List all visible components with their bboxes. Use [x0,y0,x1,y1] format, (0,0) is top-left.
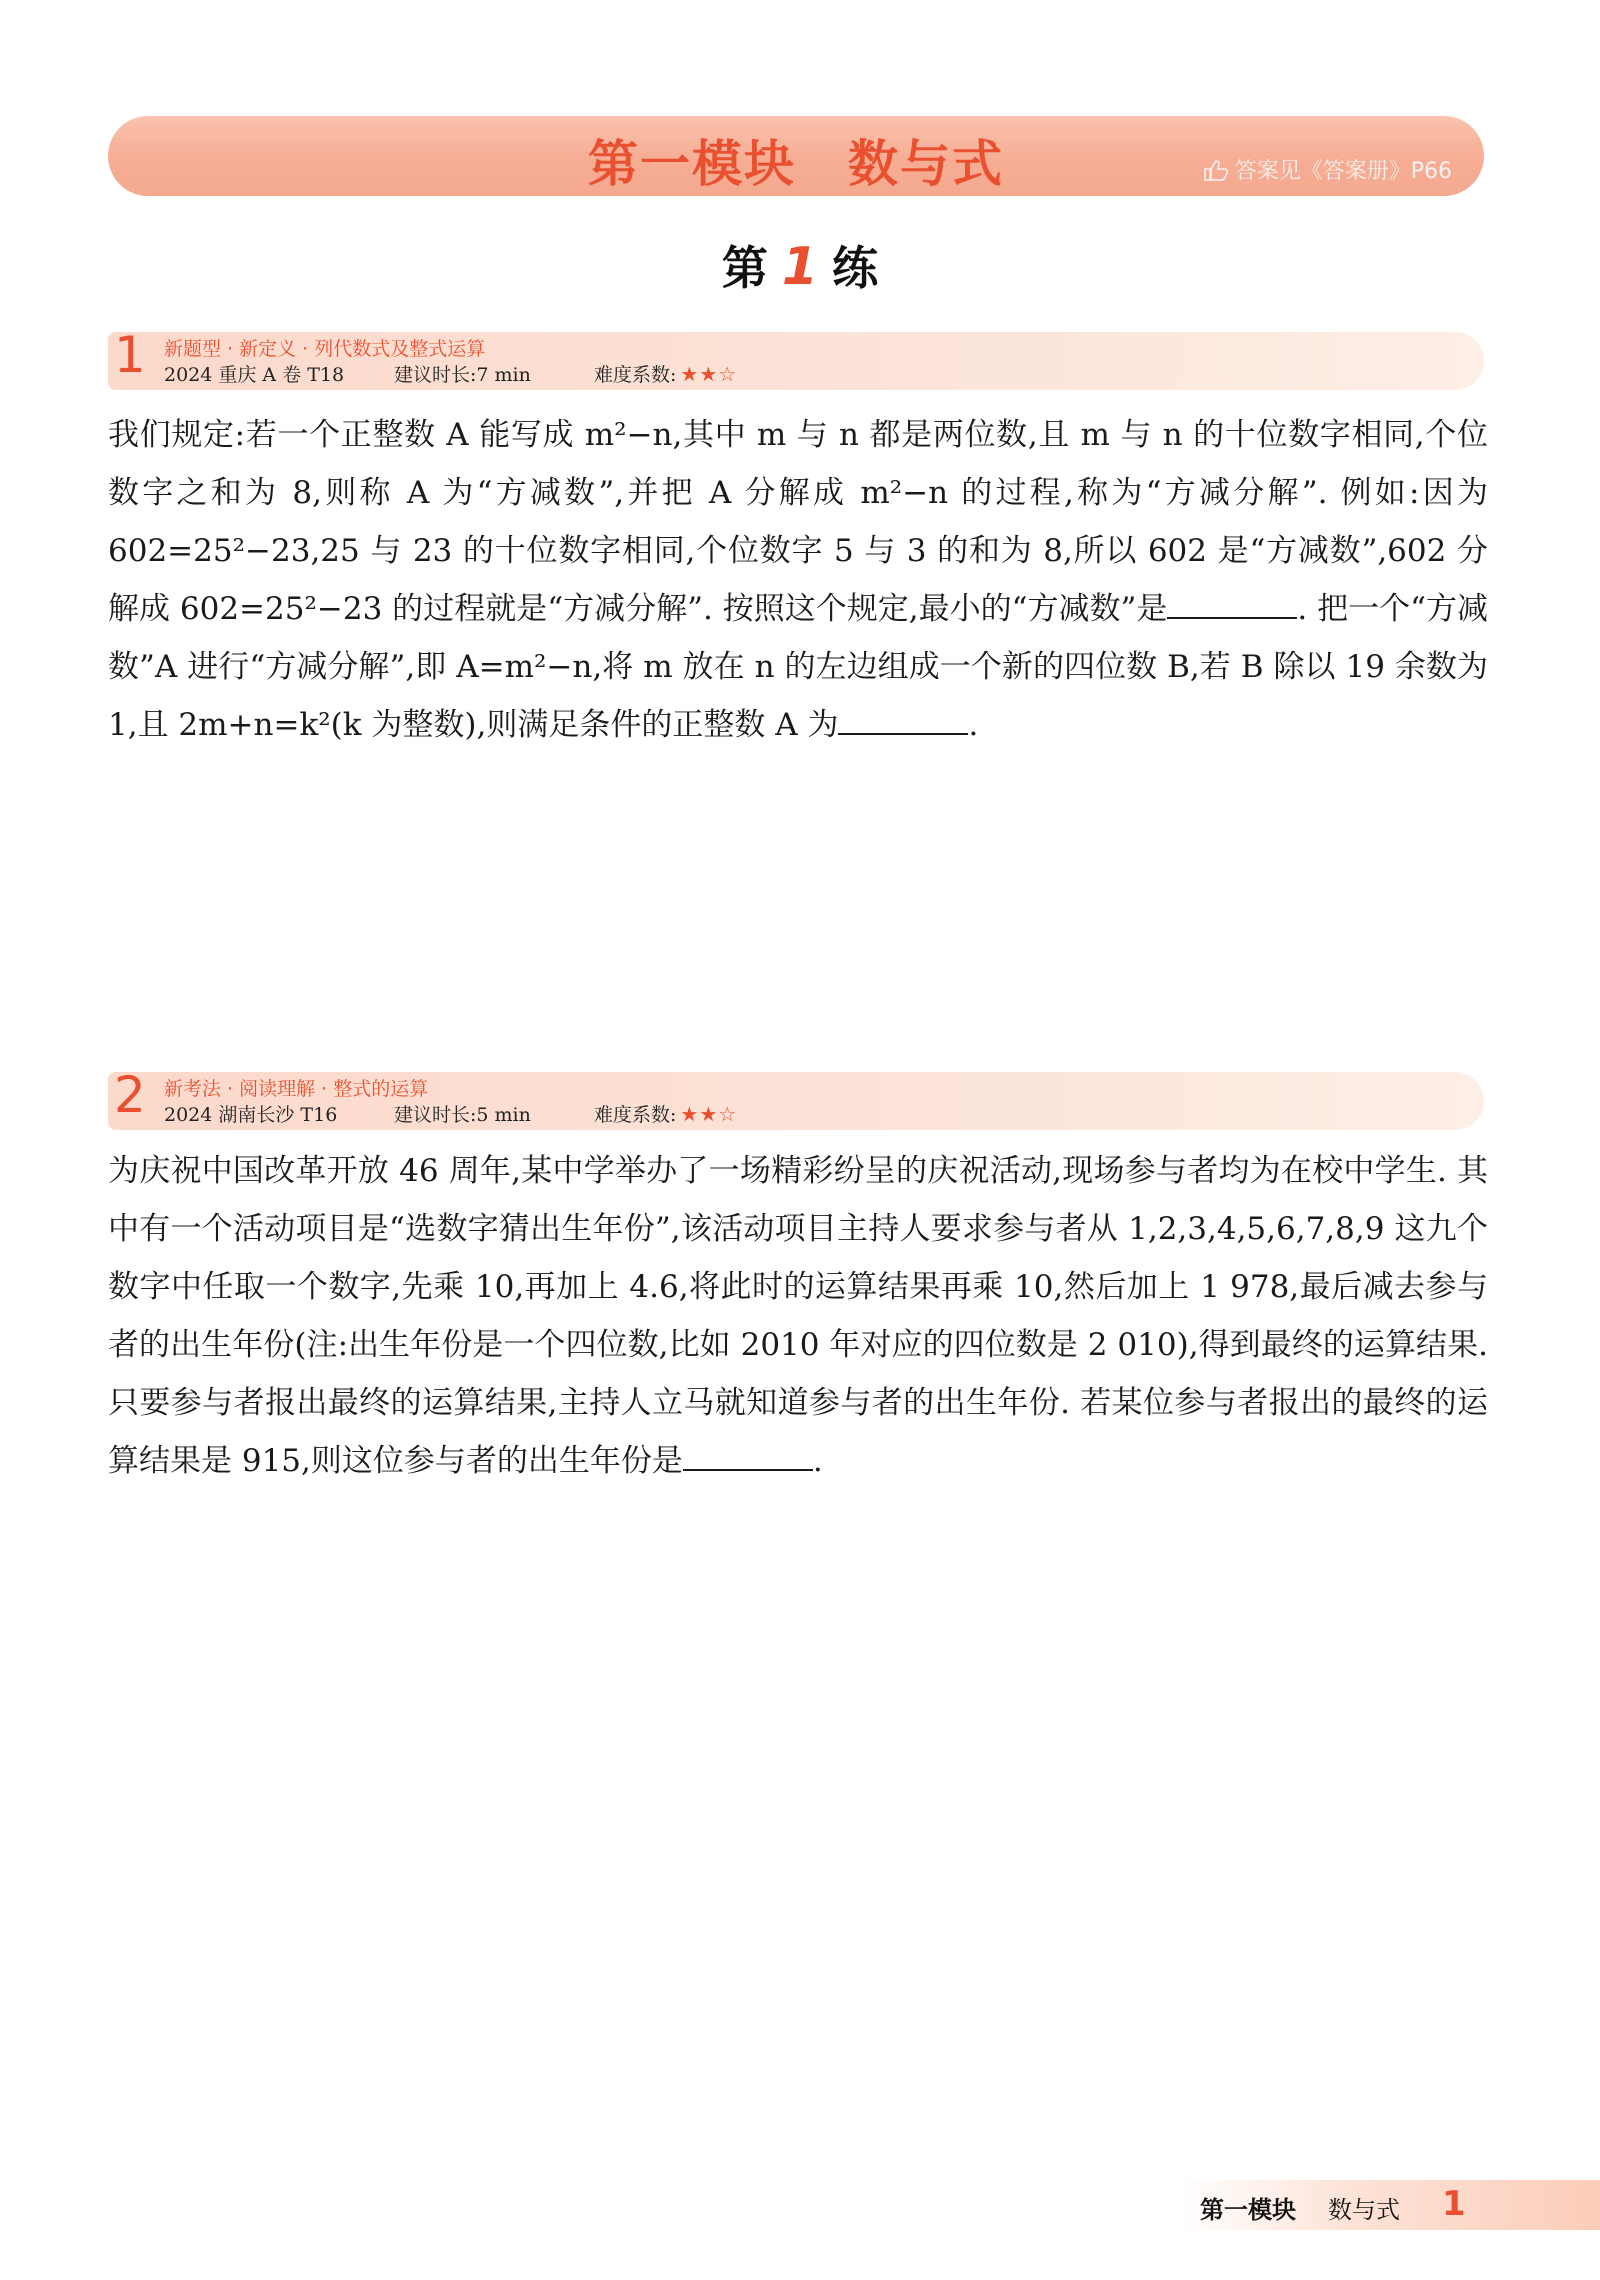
answer-blank[interactable] [1167,585,1297,619]
practice-prefix: 第 [721,241,768,295]
star-filled-icon: ★ [680,361,700,386]
difficulty-stars [680,362,737,386]
answer-reference [1203,154,1452,185]
question-time: 建议时长:5 min [394,1104,531,1126]
module-banner [108,116,1484,196]
question-2-header [108,1066,1484,1130]
answer-blank[interactable] [683,1437,813,1471]
question-text-part: . 把一个“方减数”A 进行“方减分解”,即 A=m²−n,将 m 放在 n 的左边组成一个新的四位数 B,若 B 除以 19 余数为 1,且 2m+n=k²(k 为整数),则满足条件的正整数 A 为 [108,591,1488,743]
question-1-body [108,406,1488,754]
practice-title [0,232,1600,298]
question-time: 建议时长:7 min [394,364,531,386]
difficulty-label: 难度系数: [594,1104,677,1126]
thumbs-up-icon [1203,159,1229,181]
question-text [108,1142,1488,1490]
star-filled-icon: ★ [680,1101,700,1126]
difficulty-stars [680,1102,737,1126]
question-text-part: . [812,1443,823,1479]
footer-topic: 数与式 [1328,2196,1400,2224]
question-text-part: 为庆祝中国改革开放 46 周年,某中学举办了一场精彩纷呈的庆祝活动,现场参与者均为在校中学生. 其中有一个活动项目是“选数字猜出生年份”,该活动项目主持人要求参与者从 1,2,3,4,5,6,7,8,9 这九个数字中任取一个数字,先乘 10,再加上 4.6,将此时的运算结果再乘 10,然后加上 1 978,最后减去参与者的出生年份(注:出生年份是一个四位数,比如 2010 年对应的四位数是 2 010),得到最终的运算结果. 只要参与者报出最终的运算结果,主持人立马就知道参与者的出生年份. 若某位参与者报出的最终的运算结果是 915,则这位参与者的出生年份是 [108,1153,1488,1479]
star-empty-icon: ☆ [718,361,738,386]
difficulty-label: 难度系数: [594,364,677,386]
question-number: 2 [114,1066,146,1124]
question-1-header [108,326,1484,390]
page-footer [1180,2180,1600,2230]
question-tags: 新考法 · 阅读理解 · 整式的运算 [164,1078,429,1100]
practice-number: 1 [781,237,819,297]
question-tags: 新题型 · 新定义 · 列代数式及整式运算 [164,338,486,360]
question-meta [164,1100,737,1127]
star-empty-icon: ☆ [718,1101,738,1126]
question-meta [164,360,737,387]
answer-reference-text: 答案见《答案册》P66 [1234,159,1452,184]
page-number: 1 [1442,2184,1466,2224]
footer-module: 第一模块 [1200,2196,1296,2224]
module-title: 第一模块 数与式 [588,135,1004,193]
question-source: 2024 重庆 A 卷 T18 [164,364,345,386]
star-filled-icon: ★ [699,1101,719,1126]
question-number: 1 [114,326,146,384]
question-text-part: . [968,707,979,743]
question-source: 2024 湖南长沙 T16 [164,1104,338,1126]
star-filled-icon: ★ [699,361,719,386]
question-text [108,406,1488,754]
practice-suffix: 练 [832,241,879,295]
question-text-part: 我们规定:若一个正整数 A 能写成 m²−n,其中 m 与 n 都是两位数,且 m 与 n 的十位数字相同,个位数字之和为 8,则称 A 为“方减数”,并把 A 分解成 m²−n 的过程,称为“方减分解”. 例如:因为 602=25²−23,25 与 23 的十位数字相同,个位数字 5 与 3 的和为 8,所以 602 是“方减数”,602 分解成 602=25²−23 的过程就是“方减分解”. 按照这个规定,最小的“方减数”是 [108,417,1488,627]
answer-blank[interactable] [838,701,968,735]
question-2-body [108,1142,1488,1490]
